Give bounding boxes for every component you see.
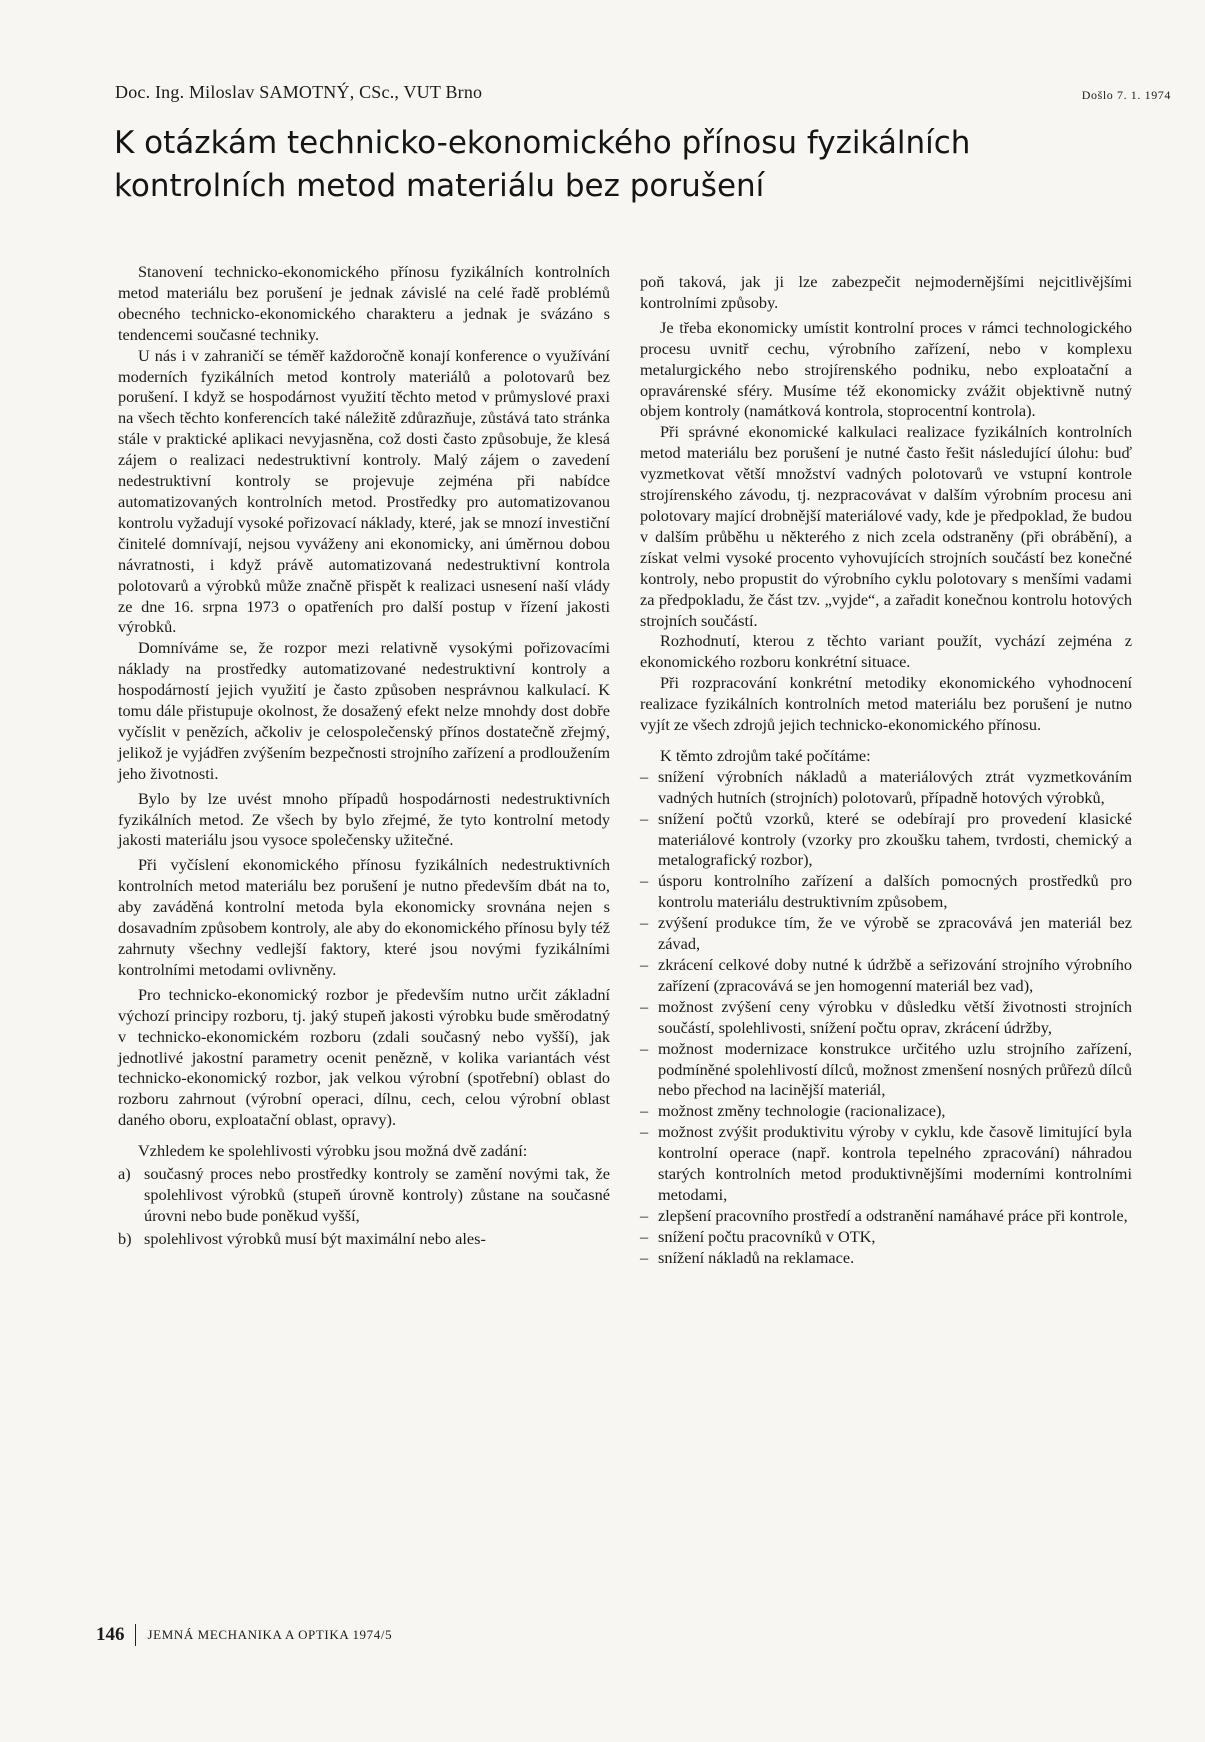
item-text: současný proces nebo prostředky kontroly se zamění novými tak, že spolehlivost výrobků (stupeň úrovně kontroly) zůstane na současné úrovni nebo bude poněkud vyšší,	[144, 1164, 610, 1225]
paragraph: K těmto zdrojům také počítáme:	[660, 745, 871, 765]
paragraph: Domníváme se, že rozpor mezi relativně vysokými pořizovacími náklady na prostředky automatizované nedestruktivní kontroly a hospodárností jejich využití je často způsoben nesprávnou kalkulací. K tomu dále přistupuje okolnost, že dosažený efekt nelze mnohdy dost dobře vyčíslit v penězích, ačkoliv je celospolečenský přínos dostatečně zřejmý, jelikož je vyjádřen zvýšením bezpečnosti strojního zařízení a prodloužením jeho životnosti.	[118, 638, 610, 783]
list-item: – možnost zvýšení ceny výrobku v důsledku větší životnosti strojních součástí, spolehlivosti, snížení počtu oprav, zkrácení údržby,	[640, 997, 1132, 1039]
journal-name: JEMNÁ MECHANIKA A OPTIKA 1974/5	[147, 1627, 393, 1642]
list-item: – možnost modernizace konstrukce určitého uzlu strojního zařízení, podmíněné spolehlivostí dílců, možnost zmenšení nosných průřezů dílců nebo přechod na lacinější materiál,	[640, 1039, 1132, 1102]
paragraph: Při rozpracování konkrétní metodiky ekonomického vyhodnocení realizace fyzikálních kontrolních metod materiálu bez porušení je nutno vyjít ze všech zdrojů jejich technicko-ekonomického přínosu.	[640, 673, 1132, 735]
list-item: – možnost změny technologie (racionalizace),	[640, 1101, 1132, 1122]
list-item: – snížení výrobních nákladů a materiálových ztrát vyzmetkováním vadných hutních (strojních) polotovarů, případně hotových výrobků,	[640, 767, 1132, 809]
list-item: – zvýšení produkce tím, že ve výrobě se zpracovává jen materiál bez závad,	[640, 913, 1132, 955]
article-title: K otázkám technicko-ekonomického přínosu fyzikálních kontrolních metod materiálu bez porušení	[114, 125, 971, 204]
paragraph: Při vyčíslení ekonomického přínosu fyzikálních nedestruktivních kontrolních metod materiálu bez porušení je nutno především dbát na to, aby zaváděná kontrolní metoda byla ekonomicky srovnána nejen s dosavadním způsobem kontroly, ale aby do ekonomického přínosu byly též zahrnuty všechny vedlejší faktory, které jsou novými fyzikálními kontrolními metodami ovlivněny.	[118, 855, 610, 979]
page-number: 146	[96, 1624, 125, 1645]
received-date: Došlo 7. 1. 1974	[1081, 88, 1171, 102]
footer-divider	[135, 1624, 136, 1646]
item-marker: b)	[118, 1228, 132, 1248]
list-item: – zlepšení pracovního prostředí a odstranění namáhavé práce při kontrole,	[640, 1206, 1132, 1227]
item-marker: a)	[118, 1164, 131, 1184]
list-item: – možnost zvýšit produktivitu výroby v cyklu, kde časově limitující byla kontrolní operace (např. kontrola tepelného zpracování) náhradou starých kontrolních metod produktivnějšími moderními kontrolními metodami,	[640, 1122, 1132, 1206]
page-footer	[96, 1624, 392, 1646]
paragraph: Je třeba ekonomicky umístit kontrolní proces v rámci technologického procesu uvnitř cechu, výrobního zařízení, nebo v komplexu metalurgického nebo strojírenského podniku, nebo exploatační a opravárenské sféry. Musíme též ekonomicky zvážit objektivně nutný objem kontroly (namátková kontrola, stoprocentní kontrola).	[640, 317, 1132, 421]
paragraph: Bylo by lze uvést mnoho případů hospodárnosti nedestruktivních fyzikálních metod. Ze všech by bylo zřejmé, že tyto kontrolní metody jakosti materiálu jsou vysoce společensky užitečné.	[118, 788, 610, 850]
paragraph: poň taková, jak ji lze zabezpečit nejmodernějšími nejcitlivějšími kontrolními způsoby.	[640, 272, 1132, 312]
paragraph: Vzhledem ke spolehlivosti výrobku jsou možná dvě zadání:	[138, 1141, 528, 1161]
paragraph: Pro technicko-ekonomický rozbor je především nutno určit základní výchozí principy rozboru, tj. jaký stupeň jakosti výrobku bude směrodatný v technicko-ekonomickém rozboru (zdali současný nebo vyšší), jak jednotlivé jakostní parametry ocenit penězně, v kolika variantách vést technicko-ekonomický rozbor, jak velkou výrobní (spotřební) oblast do rozboru zahrnout (výrobní operaci, dílnu, cech, celou výrobní oblast daného oboru, exploatační oblast, opravy).	[118, 984, 610, 1130]
paragraph: U nás i v zahraničí se téměř každoročně konají konference o využívání moderních fyzikálních metod kontroly materiálů a polotovarů bez porušení. I když se hospodárnost využití těchto metod v průmyslové praxi na všech těchto konferencích také náležitě zdůrazňuje, zůstává tato stránka stále v praktické aplikaci nevyjasněna, což dosti často způsobuje, že klesá zájem o realizaci nedestruktivní kontroly. Malý zájem o zavedení nedestruktivní kontroly se projevuje zejména při nabídce automatizovaných kontrolních metod. Prostředky pro automatizovanou kontrolu vyžadují vysoké pořizovací náklady, které, jak se mnozí investiční činitelé domnívají, nejsou vyváženy ani ekonomicky, ani úměrnou dobou návratnosti, i když právě automatizovaná nedestruktivní kontrola polotovarů a výrobků může značně přispět k realizaci usnesení naší vlády ze dne 16. srpna 1973 o opatřeních pro další postup v řízení jakosti výrobků.	[118, 345, 610, 637]
variant-list	[118, 1164, 610, 1250]
item-text: spolehlivost výrobků musí být maximální nebo ales-	[144, 1228, 486, 1248]
list-item: – úsporu kontrolního zařízení a dalších pomocných prostředků pro kontrolu materiálu destruktivním způsobem,	[640, 871, 1132, 913]
author-line: Doc. Ing. Miloslav SAMOTNÝ, CSc., VUT Brno	[115, 82, 483, 102]
sources-list	[640, 767, 1132, 1269]
paragraph: Stanovení technicko-ekonomického přínosu fyzikálních kontrolních metod materiálu bez porušení je jednak závislé na celé řadě problémů obecného technicko-ekonomického charakteru a jednak je svázáno s tendencemi současné techniky.	[118, 262, 610, 344]
list-item	[118, 1164, 610, 1227]
right-column	[640, 272, 1132, 1269]
list-item: – snížení počtu pracovníků v OTK,	[640, 1227, 1132, 1248]
paragraph: Rozhodnutí, kterou z těchto variant použít, vychází zejména z ekonomického rozboru konkrétní situace.	[640, 631, 1132, 672]
left-column	[118, 262, 610, 1250]
paragraph: Při správné ekonomické kalkulaci realizace fyzikálních kontrolních metod materiálu bez porušení je nutné často řešit následující úlohu: buď vyzmetkovat větší množství vadných polotovarů ve vstupní kontrole strojírenského závodu, tj. nezpracovávat v dalším výrobním procesu ani polotovary mající drobnější materiálové vady, kde je předpoklad, že budou v dalším průběhu u některého z nich zcela odstraněny (při obrábění), a získat velmi vysoké procento vyhovujících strojních součástí bez konečné kontroly, nebo propustit do výrobního cyklu polotovary s menšími vadami za předpokladu, že část tzv. „vyjde“, a zařadit konečnou kontrolu hotových strojních součástí.	[640, 422, 1132, 630]
list-item: – snížení nákladů na reklamace.	[640, 1248, 1132, 1269]
list-item: – zkrácení celkové doby nutné k údržbě a seřizování strojního výrobního zařízení (zpracovává se jen homogenní materiál bez vad),	[640, 955, 1132, 997]
list-item	[118, 1229, 610, 1250]
list-item: – snížení počtů vzorků, které se odebírají pro provedení klasické materiálové kontroly (vzorky pro zkoušku tahem, tvrdosti, chemický a metalografický rozbor),	[640, 809, 1132, 872]
